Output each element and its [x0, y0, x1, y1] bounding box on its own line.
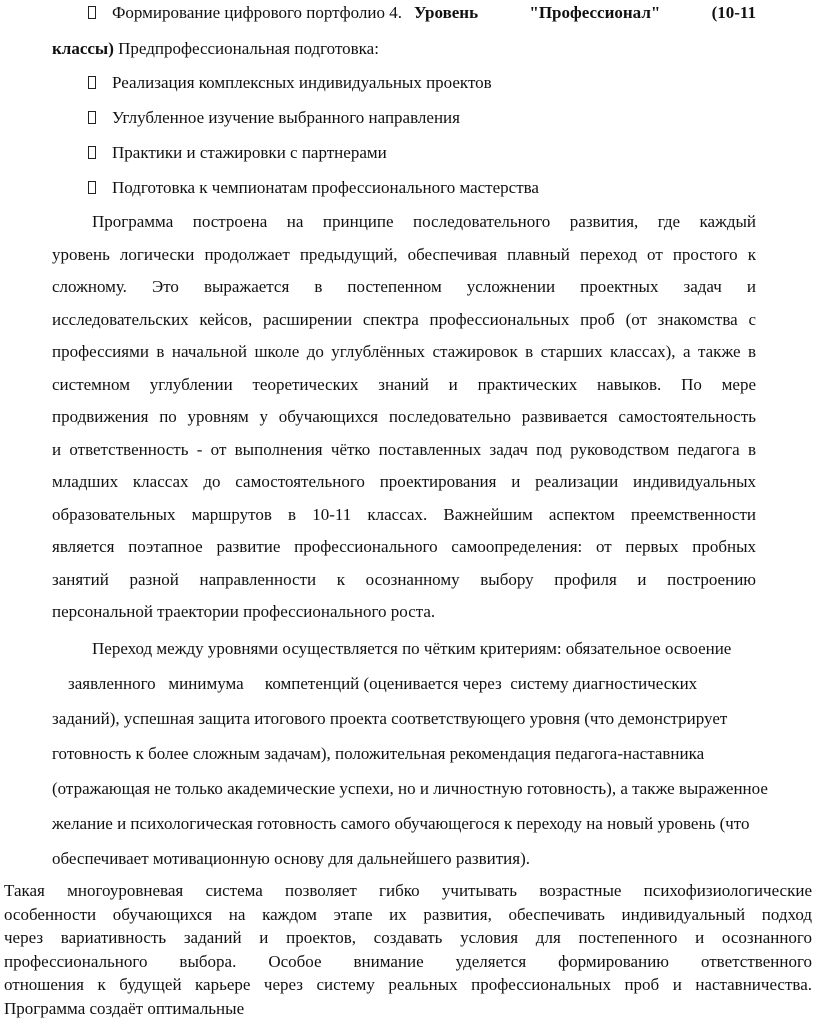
paragraph-line: заданий), успешная защита итогового проекта соответствующего уровня (что демонстрирует	[52, 709, 728, 728]
paragraph-line: обеспечивает мотивационную основу для дальнейшего развития).	[52, 849, 530, 868]
paragraph-line: персональной траектории профессионального роста.	[52, 602, 436, 621]
paragraph-line: исследовательских кейсов, расширении спектра профессиональных проб (от знакомства с	[52, 309, 756, 329]
paragraph-line: (отражающая не только академические успехи, но и личностную готовность), а также выраженное	[52, 779, 768, 798]
paragraph-line: сложному. Это выражается в постепенном усложнении проектных задач и	[52, 277, 756, 296]
portfolio-heading-line	[88, 0, 756, 26]
bullet-box-icon	[88, 146, 96, 159]
bullet-box-icon	[88, 181, 96, 194]
paragraph-line: продвижения по уровням у обучающихся последовательно развивается самостоятельность	[52, 407, 756, 426]
paragraph-line: и ответственность - от выполнения чётко поставленных задач под руководством педагога в	[52, 439, 756, 459]
paragraph-line: через вариативность заданий и проектов, создавать условия для постепенного и осознанного	[4, 928, 812, 947]
list-item-text: Реализация комплексных индивидуальных проектов	[112, 73, 492, 92]
bullet-box-icon	[88, 6, 96, 19]
portfolio-heading-text: Формирование цифрового портфолио 4.	[112, 3, 402, 22]
list-item	[88, 140, 387, 166]
paragraph-line: желание и психологическая готовность самого обучающегося к переходу на новый уровень (что	[52, 814, 750, 833]
paragraph-line: готовность к более сложным задачам), положительная рекомендация педагога-наставника	[52, 744, 705, 763]
paragraph-line: Такая многоуровневая система позволяет гибко учитывать возрастные психофизиологические	[4, 881, 812, 900]
paragraph-line: отношения к будущей карьере через систему реальных профессиональных проб и наставничества.	[4, 975, 812, 994]
list-item-text: Практики и стажировки с партнерами	[112, 143, 387, 162]
paragraph-line: Переход между уровнями осуществляется по чётким критериям: обязательное освоение	[92, 639, 732, 658]
paragraph-line: особенности обучающихся на каждом этапе их развития, обеспечивать индивидуальный подход	[4, 904, 812, 924]
list-item	[88, 70, 492, 96]
level-label: Уровень	[413, 3, 479, 22]
paragraph-line: образовательных маршрутов в 10-11 классах. Важнейшим аспектом преемственности	[52, 504, 756, 524]
paragraph-line: заявленного минимума компетенций (оценивается через систему диагностических	[68, 674, 698, 693]
grades-range-end: классы)	[52, 39, 114, 58]
list-item-text: Углубленное изучение выбранного направления	[112, 108, 460, 127]
paragraph-line: профессиями в начальной школе до углублённых стажировок в старших классах), а также в	[52, 342, 756, 361]
bullet-box-icon	[88, 111, 96, 124]
paragraph-line: является поэтапное развитие профессионального самоопределения: от первых пробных	[52, 537, 756, 556]
paragraph-line: профессионального выбора. Особое внимание уделяется формированию ответственного	[4, 951, 812, 971]
list-item-text: Подготовка к чемпионатам профессионального мастерства	[112, 178, 539, 197]
level-subtitle-line	[52, 36, 379, 62]
paragraph-line: младших классах до самостоятельного проектирования и реализации индивидуальных	[52, 472, 756, 491]
grades-range-start: (10-11	[711, 3, 756, 22]
paragraph-multilevel-system	[4, 879, 812, 1020]
paragraph-program-structure	[52, 206, 756, 629]
paragraph-line: системном углублении теоретических знаний и практических навыков. По мере	[52, 374, 756, 394]
level-subtitle: Предпрофессиональная подготовка:	[118, 39, 379, 58]
paragraph-line: уровень логически продолжает предыдущий, обеспечивая плавный переход от простого к	[52, 244, 756, 264]
level-name: "Профессионал"	[529, 3, 661, 22]
bullet-box-icon	[88, 76, 96, 89]
list-item	[88, 175, 539, 201]
paragraph-line: Программа построена на принципе последовательного развития, где каждый	[92, 212, 756, 231]
list-item	[88, 105, 460, 131]
paragraph-line: Программа создаёт оптимальные	[4, 998, 245, 1018]
paragraph-line: занятий разной направленности к осознанному выбору профиля и построению	[52, 569, 756, 589]
